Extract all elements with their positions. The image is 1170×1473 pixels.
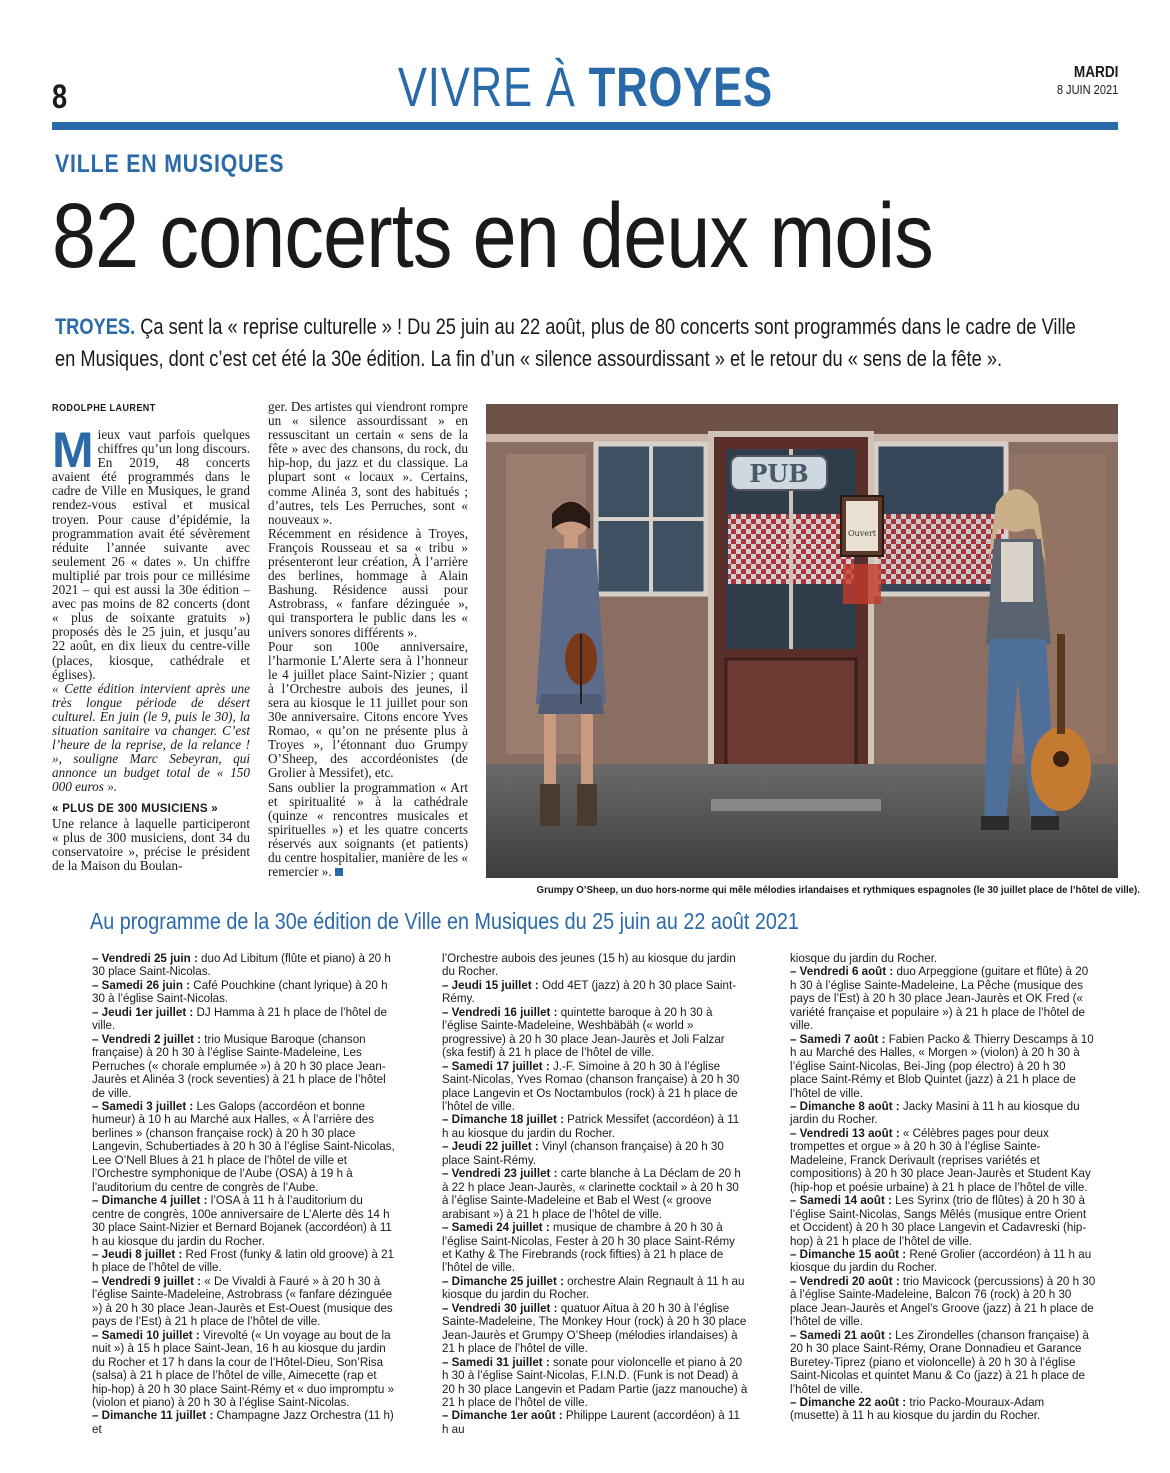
programme-item (92, 952, 397, 979)
programme-item-text: sonate pour violoncelle et piano à 20 h 30 à l’église Saint-Nicolas, F.I.N.D. (Funk is not Dead) à 20 h 30 place Langevin et Padam Partie (jazz manouche) à 21 h place de l’hôtel de ville. (442, 1354, 748, 1409)
programme-item (790, 1396, 1095, 1423)
drop-cap: M (52, 422, 94, 478)
programme-item-text: orchestre Alain Regnault à 11 h au kiosque du jardin du Rocher. (442, 1273, 745, 1302)
programme-item-text: duo Arpeggione (guitare et flûte) à 20 h 30 à l’église Sainte-Madeleine, La Pêche (musique des pays de l’Est) à 20 h 30 place Jean-Jaurès et OK Fred (« variété française et populaire ») à 21 h place de l’hôtel de ville. (790, 964, 1089, 1033)
programme-item-date: – Jeudi 8 juillet : (92, 1246, 183, 1261)
programme-item (92, 1329, 397, 1410)
programme-item (790, 1275, 1095, 1329)
programme-item-text: duo Ad Libitum (flûte et piano) à 20 h 30 place Saint-Nicolas. (92, 951, 391, 979)
standfirst-dateline: TROYES. (55, 314, 136, 339)
programme-item-text: carte blanche à La Déclam de 20 h à 22 h place Jean-Jaurès, « clarinette cocktail » à 20 h 30 à l’église Sainte-Madeleine et Bab el West (« groove arabisant ») à 21 h place de l’hôtel de ville. (442, 1166, 741, 1221)
programme-item-date: – Vendredi 2 juillet : (92, 1031, 202, 1046)
article-kicker: VILLE EN MUSIQUES (55, 150, 285, 178)
programme-item (790, 1033, 1095, 1100)
article-standfirst (55, 311, 1084, 375)
programme-item (442, 979, 747, 1006)
programme-item-text: DJ Hamma à 21 h place de l’hôtel de ville. (92, 1004, 387, 1033)
programme-item-date: – Vendredi 23 juillet : (442, 1166, 558, 1181)
programme-item-date: – Jeudi 1er juillet : (92, 1004, 194, 1019)
programme-item-date: – Samedi 17 juillet : (442, 1058, 550, 1073)
programme-item (92, 1033, 397, 1100)
programme-item (92, 1275, 397, 1329)
issue-day: MARDI (1073, 64, 1118, 81)
programme-item-text: Les Galops (accordéon et bonne humeur) à 10 h au Marché aux Halles, « À l’arrière des berlines » (chanson française rock) à 20 h 30 place Langevin, Schubertiades à 20 h 30 à l’église Saint-Nicolas, Lee O’Nell Blues à 21 h place de l’hôtel de ville et l’Orchestre symphonique de l’Aube (OSA) à 19 h à l’auditorium du centre de congrès de l’Aube. (92, 1098, 395, 1194)
programme-item (442, 1302, 747, 1356)
photo-caption: Grumpy O’Sheep, un duo hors-norme qui mêle mélodies irlandaises et rythmiques espagnoles (le 30 juillet place de l’hôtel de ville). (536, 884, 1140, 896)
programme-item-text: trio Packo-Mouraux-Adam (musette) à 11 h au kiosque du jardin du Rocher. (790, 1394, 1045, 1423)
programme-item-text: Odd 4ET (jazz) à 20 h 30 place Saint-Rémy. (442, 977, 737, 1006)
programme-item-text: Philippe Laurent (accordéon) à 11 h au (442, 1408, 740, 1436)
programme-item-text: quintette baroque à 20 h 30 à l’église Sainte-Madeleine, Weshbäbäh (« world » progressive) à 20 h 30 place Jean-Jaurès et Joli Falzar (ska festif) à 21 h place de l’hôtel de ville. (442, 1004, 725, 1060)
paragraph: Une relance à laquelle participeront « plus de 300 musiciens, dont 34 du conservatoire », précise le président de la Maison du Boulan- (52, 815, 250, 873)
programme-item-date: – Samedi 14 août : (790, 1193, 892, 1208)
programme-item-text: « De Vivaldi à Fauré » à 20 h 30 à l’église Sainte-Madeleine, Astrobrass (« fanfare dézinguée ») à 20 h 30 place Jean-Jaurès et Est-Ouest (musique des pays de l’Est) à 21 h place de l’hôtel de ville. (92, 1273, 393, 1329)
end-mark (335, 868, 343, 876)
programme-item-text: trio Musique Baroque (chanson française) à 20 h 30 à l’église Sainte-Madeleine, Les Perruches (« chorale emplumée ») à 20 h 30 place Jean-Jaurès et Alinéa 3 (rock seventies) à 21 h place de l’hôtel de ville. (92, 1031, 386, 1100)
programme-item-text: quatuor Aitua à 20 h 30 à l’église Sainte-Madeleine, The Monkey Hour (rock) à 20 h 30 place Jean-Jaurès et Grumpy O’Sheep (mélodies irlandaises) à 21 h place de l’hôtel de ville. (442, 1300, 747, 1356)
programme-item-date: – Dimanche 8 août : (790, 1098, 900, 1113)
programme-item-text: trio Mavicock (percussions) à 20 h 30 à l’église Sainte-Madeleine, Balcon 76 (rock) à 20 h 30 place Jean-Jaurès et Angel’s Groove (jazz) à 21 h place de l’hôtel de ville. (790, 1273, 1096, 1329)
programme-item-text: Champagne Jazz Orchestra (11 h) et (92, 1408, 394, 1436)
programme-item-date: – Dimanche 1er août : (442, 1408, 563, 1423)
programme-item (442, 1409, 747, 1436)
programme-item-text: Les Zirondelles (chanson française) à 20 h 30 place Saint-Rémy, Orane Donnadieu et Garance Buretey-Tiprez (piano et violoncelle) à 20 h 30 à l’église Saint-Nicolas et quintet Manu & Co (jazz) à 21 h place de l’hôtel de ville. (790, 1327, 1089, 1396)
photo-illustration (486, 404, 1118, 878)
article-headline: 82 concerts en deux mois (52, 185, 933, 287)
programme-item-text: Café Pouchkine (chant lyrique) à 20 h 30 à l’église Saint-Nicolas. (92, 977, 388, 1006)
programme-item (92, 1409, 397, 1436)
programme-item-date: – Samedi 10 juillet : (92, 1327, 200, 1342)
programme-item (790, 1329, 1095, 1396)
programme-item (790, 1100, 1095, 1127)
header-rule (52, 122, 1118, 130)
programme-item-date: – Samedi 31 juillet : (442, 1354, 550, 1369)
programme-item-date: – Vendredi 13 août : (790, 1125, 900, 1140)
programme-item-date: – Vendredi 25 juin : (92, 951, 198, 965)
programme-item-text: l’OSA à 11 h à l’auditorium du centre de congrès, 100e anniversaire de L’Alerte dès 14 h 30 place Saint-Nizier et Bernard Bojanek (accordéon) à 11 h au kiosque du jardin du Rocher. (92, 1193, 392, 1248)
programme-item-text: Red Frost (funky & latin old groove) à 21 h place de l’hôtel de ville. (92, 1246, 394, 1275)
programme-item-date: – Dimanche 18 juillet : (442, 1112, 564, 1127)
programme-title: Au programme de la 30e édition de Ville en Musiques du 25 juin au 22 août 2021 (90, 908, 799, 934)
standfirst-text: Ça sent la « reprise culturelle » ! Du 25 juin au 22 août, plus de 80 concerts sont programmés dans le cadre de Ville en Musiques, dont c’est cet été la 30e édition. La fin d’un « silence assourdissant » et le retour du « sens de la fête ». (55, 314, 1076, 371)
programme-item (92, 1100, 397, 1194)
article-column-1 (52, 422, 250, 873)
programme-item (442, 1221, 747, 1275)
programme-item-text: l’Orchestre aubois des jeunes (15 h) au kiosque du jardin du Rocher. (442, 951, 736, 979)
section-title-thin: VIVRE À (397, 55, 576, 118)
programme-item (790, 1194, 1095, 1248)
programme-item (442, 952, 747, 979)
article-column-2 (268, 400, 468, 879)
programme-item-date: – Jeudi 22 juillet : (442, 1139, 539, 1154)
programme-item (92, 1006, 397, 1033)
page-number: 8 (52, 78, 68, 116)
programme-item-text: René Grolier (accordéon) à 11 h au kiosque du jardin du Rocher. (790, 1246, 1092, 1275)
programme-item-date: – Vendredi 6 août : (790, 964, 894, 979)
issue-date: 8 JUIN 2021 (1056, 82, 1118, 97)
programme-item-date: – Jeudi 15 juillet : (442, 977, 539, 992)
programme-item (442, 1140, 747, 1167)
byline: RODOLPHE LAURENT (52, 403, 156, 414)
paragraph: ieux vaut parfois quelques chiffres qu’un long discours. En 2019, 48 concerts avaient été programmés dans le cadre de Ville en Musiques, le grand rendez-vous estival et musical troyen. Pour cause d’épidémie, la programmation avait été sévèrement réduite l’année suivante avec seulement 26 « dates ». Un chiffre multiplié par trois pour ce millésime 2021 – qui est aussi la 30e édition – avec pas moins de 82 concerts (dont « plus de soixante gratuits ») proposés dès le 25 juin, et jusqu’au 22 août, en dix lieux du centre-ville (places, kiosque, cathédrale et églises). (52, 427, 250, 682)
programme-item-date: – Dimanche 22 août : (790, 1394, 907, 1409)
paragraph-quote: « Cette édition intervient après une très longue période de désert culturel. En juin (le 9, puis le 30), la situation sanitaire va changer. C’est l’heure de la reprise, de la relance ! », souligne Marc Sebeyran, qui annonce un budget total de « 150 000 euros ». (52, 680, 250, 795)
programme-item (442, 1060, 747, 1114)
programme-item-date: – Samedi 3 juillet : (92, 1098, 194, 1113)
programme-item (442, 1006, 747, 1060)
programme-item-text: musique de chambre à 20 h 30 à l’église Saint-Nicolas, Fester à 20 h 30 place Saint-Rémy et Kathy & The Firebrands (rock fifties) à 21 h place de l’hôtel de ville. (442, 1220, 735, 1275)
programme-item-date: – Vendredi 20 août : (790, 1273, 900, 1288)
programme-column-3 (790, 952, 1095, 1423)
paragraph: Pour son 100e anniversaire, l’harmonie L’Alerte sera à l’honneur le 4 juillet place Saint-Nizier ; quant à l’Orchestre aubois des jeunes, il sera au kiosque le 11 juillet pour son 30e anniversaire. Citons encore Yves Romao, « qu’on ne présente plus à Troyes », l’étonnant duo Grumpy O’Sheep, des accordéonistes (de Grolier à Messifet), etc. (268, 638, 468, 781)
programme-item-text: Fabien Packo & Thierry Descamps à 10 h au Marché des Halles, « Morgen » (violon) à 20 h 30 à l’église Saint-Nicolas, Bei-Jing (pop électro) à 20 h 30 place Saint-Rémy et Blob Quintet (jazz) à 21 h place de l’hôtel de ville. (790, 1031, 1094, 1100)
programme-item-date: – Dimanche 25 juillet : (442, 1273, 564, 1288)
programme-item-text: Virevolté (« Un voyage au bout de la nuit ») à 15 h place Saint-Jean, 16 h au kiosque du jardin du Rocher et 17 h dans la cour de l’Hôtel-Dieu, Son’Risa (salsa) à 21 h place de l’hôtel de ville, Aimecette (rap et hip-hop) à 20 h 30 place Saint-Rémy et « duo impromptu » (violon et piano) à 20 h 30 à l’église Saint-Nicolas. (92, 1327, 395, 1409)
programme-item (790, 952, 1095, 965)
programme-item-date: – Dimanche 4 juillet : (92, 1193, 208, 1208)
programme-item-date: – Vendredi 9 juillet : (92, 1273, 202, 1288)
programme-column-2 (442, 952, 747, 1436)
programme-item-text: Patrick Messifet (accordéon) à 11 h au kiosque du jardin du Rocher. (442, 1112, 740, 1140)
programme-item-date: – Samedi 7 août : (790, 1031, 886, 1046)
programme-item-date: – Samedi 26 juin : (92, 977, 191, 992)
programme-item-date: – Vendredi 30 juillet : (442, 1300, 558, 1315)
programme-item-date: – Samedi 24 juillet : (442, 1220, 550, 1235)
paragraph: Sans oublier la programmation « Art et spiritualité » à la cathédrale (quinze « rencontres musicales et spirituelles ») et les quatre concerts réservés aux soignants (et patients) du centre hospitalier, manière de les « remercier ». (268, 779, 468, 880)
paragraph: Récemment en résidence à Troyes, François Rousseau et sa « tribu » présenteront leur création, À l’arrière des berlines, hommage à Alain Bashung. Résidence aussi pour Astrobrass, « fanfare dézinguée », qui transportera le public dans les « univers sonores différents ». (268, 525, 468, 640)
programme-item-text: Jacky Masini à 11 h au kiosque du jardin du Rocher. (790, 1098, 1080, 1127)
programme-item (92, 1248, 397, 1275)
section-title (0, 54, 1170, 119)
programme-item-date: – Dimanche 15 août : (790, 1246, 907, 1261)
programme-item-text: « Célèbres pages pour deux trompettes et orgue » à 20 h 30 à l’église Sainte-Madeleine, Franck Derivault (reprises variétés et compositions) à 20 h 30 place Jean-Jaurès et Student Kay (hip-hop et poésie urbaine) à 21 h place de l’hôtel de ville. (790, 1125, 1091, 1194)
programme-item (92, 1194, 397, 1248)
pub-sign: PUB (749, 459, 809, 488)
intertitle: « PLUS DE 300 MUSICIENS » (52, 803, 218, 816)
programme-item (790, 1127, 1095, 1194)
paragraph: ger. Des artistes qui viendront rompre un « silence assourdissant » en ressuscitant un certain « sens de la fête » avec des chansons, du rock, du hip-hop, du jazz et du classique. La plupart sont « locaux ». Certains, comme Alinéa 3, sont des habitués ; d’autres, tels Les Perruches, sont « nouveaux ». (268, 399, 468, 527)
programme-item (92, 979, 397, 1006)
programme-item-date: – Samedi 21 août : (790, 1327, 892, 1342)
section-title-bold: TROYES (588, 55, 773, 118)
programme-item (442, 1113, 747, 1140)
programme-item-text: Les Syrinx (trio de flûtes) à 20 h 30 à l’église Saint-Nicolas, Sangs Mêlés (musique entre Orient et Occident) à 20 h 30 place Langevin et Cadavreski (hip-hop) à 21 h place de l’hôtel de ville. (790, 1193, 1087, 1248)
programme-item (442, 1167, 747, 1221)
programme-item-text: kiosque du jardin du Rocher. (790, 951, 938, 965)
programme-item (442, 1275, 747, 1302)
programme-item (442, 1356, 747, 1410)
programme-item-date: – Dimanche 11 juillet : (92, 1408, 214, 1423)
article-photo (486, 404, 1118, 878)
open-board: Ouvert (847, 529, 877, 538)
programme-item (790, 1248, 1095, 1275)
programme-item-date: – Vendredi 16 juillet : (442, 1004, 558, 1019)
programme-item-text: Vinyl (chanson française) à 20 h 30 place Saint-Rémy. (442, 1139, 724, 1167)
programme-item-text: J.-F. Simoine à 20 h 30 à l’église Saint-Nicolas, Yves Romao (chanson française) à 20 h 30 place Langevin et Os Noctambulos (rock) à 21 h place de l’hôtel de ville. (442, 1058, 740, 1113)
programme-column-1 (92, 952, 397, 1436)
programme-item (790, 965, 1095, 1032)
